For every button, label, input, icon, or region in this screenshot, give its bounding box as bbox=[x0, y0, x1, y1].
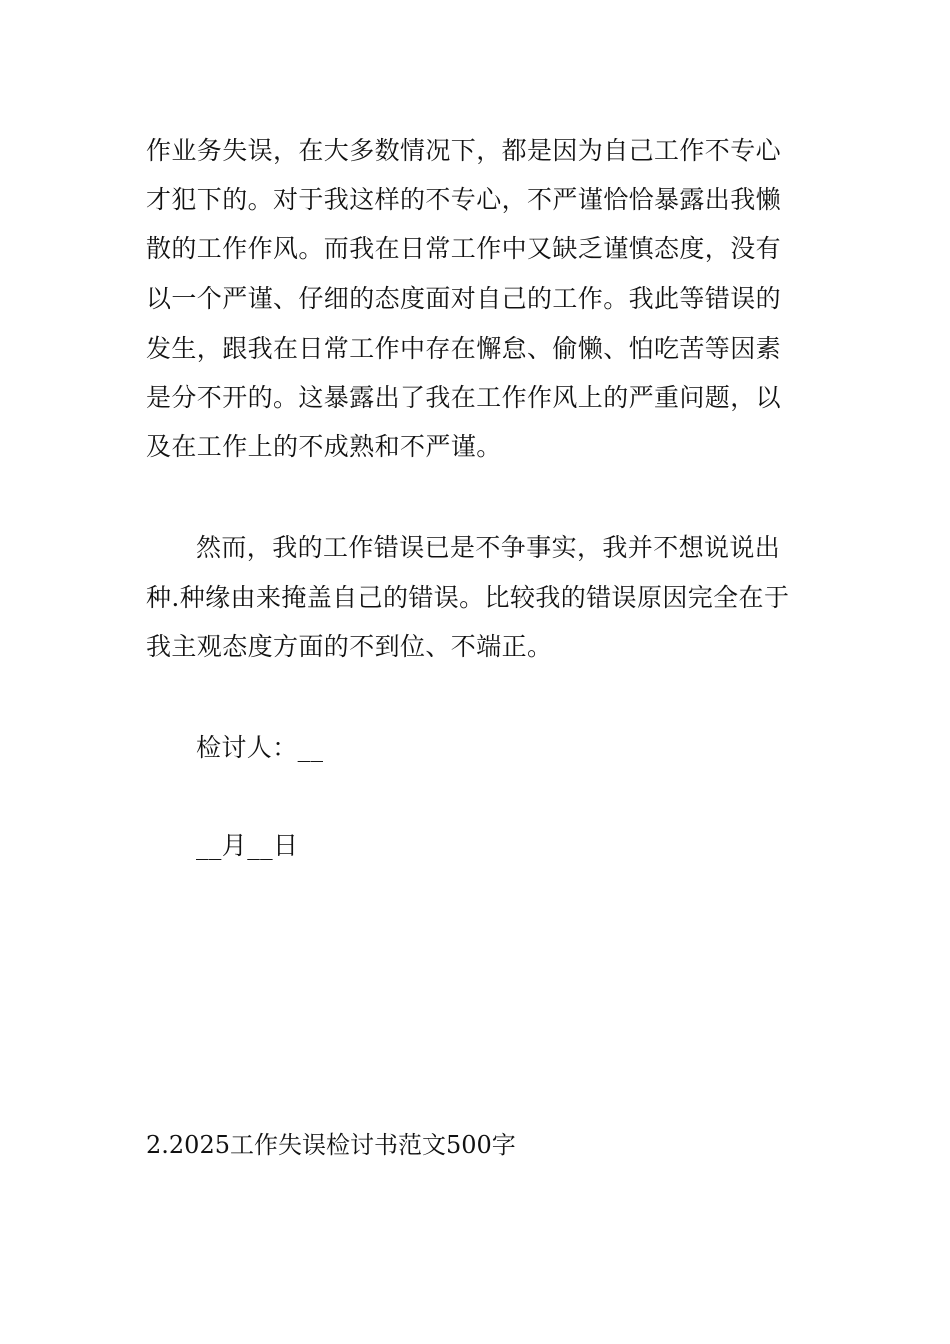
paragraph-line: 散的工作作风。而我在日常工作中又缺乏谨慎态度，没有 bbox=[146, 234, 782, 263]
paragraph-line: 种.种缘由来掩盖自己的错误。比较我的错误原因完全在于 bbox=[146, 583, 790, 612]
paragraph-line: 我主观态度方面的不到位、不端正。 bbox=[146, 632, 553, 661]
paragraph-line: 及在工作上的不成熟和不严谨。 bbox=[146, 432, 502, 461]
section-title: 2.2025工作失误检讨书范文500字 bbox=[146, 1131, 516, 1159]
paragraph-line: 发生，跟我在日常工作中存在懈怠、偷懒、怕吃苦等因素 bbox=[146, 334, 782, 363]
signature-date: __月__日 bbox=[196, 831, 299, 860]
reviewer-signature: 检讨人：__ bbox=[196, 733, 324, 762]
paragraph-line: 是分不开的。这暴露出了我在工作作风上的严重问题，以 bbox=[146, 383, 782, 412]
paragraph-line: 作业务失误，在大多数情况下，都是因为自己工作不专心 bbox=[146, 136, 782, 165]
paragraph-line: 才犯下的。对于我这样的不专心，不严谨恰恰暴露出我懒 bbox=[146, 185, 782, 214]
paragraph-line: 然而，我的工作错误已是不争事实，我并不想说说出 bbox=[196, 533, 781, 562]
paragraph-line: 以一个严谨、仔细的态度面对自己的工作。我此等错误的 bbox=[146, 284, 782, 313]
